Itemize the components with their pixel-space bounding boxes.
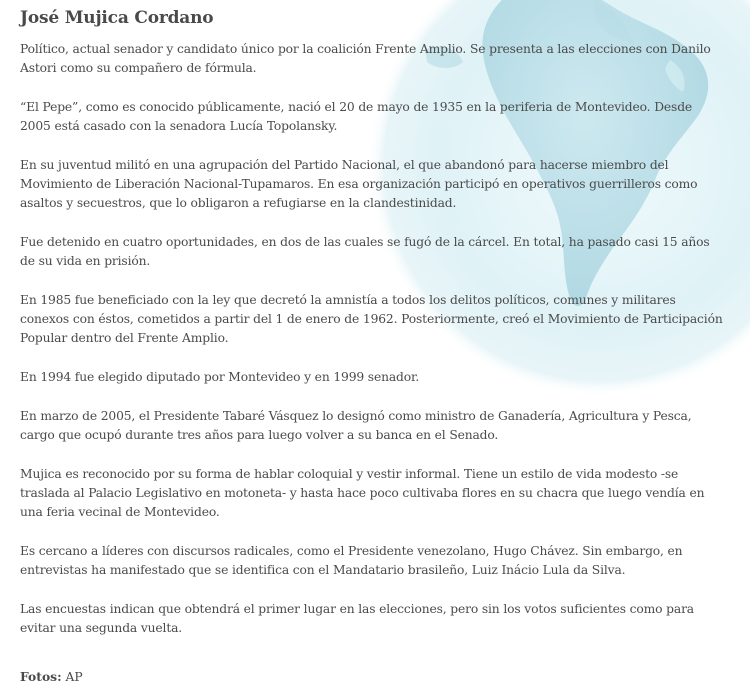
article-title: José Mujica Cordano — [20, 8, 214, 28]
article-paragraph: En 1985 fue beneficiado con la ley que decretó la amnistía a todos los delitos políticos, comunes y militares conexos con éstos, cometidos a partir del 1 de enero de 1962. Posteriormente, creó el Movimiento de Participación Popular dentro del Frente Amplio. — [20, 292, 723, 346]
article-paragraph: Las encuestas indican que obtendrá el primer lugar en las elecciones, pero sin los votos suficientes como para evitar una segunda vuelta. — [20, 601, 694, 635]
article-paragraph: En 1994 fue elegido diputado por Montevideo y en 1999 senador. — [20, 369, 420, 384]
photo-credits-label: Fotos: — [20, 669, 62, 684]
photo-credits — [20, 667, 83, 687]
article-paragraph: “El Pepe”, como es conocido públicamente, nació el 20 de mayo de 1935 en la periferia de Montevideo. Desde 2005 está casado con la senadora Lucía Topolansky. — [20, 99, 693, 134]
article-paragraph: Fue detenido en cuatro oportunidades, en dos de las cuales se fugó de la cárcel. En total, ha pasado casi 15 años de su vida en prisión. — [20, 234, 710, 269]
article-paragraph: Es cercano a líderes con discursos radicales, como el Presidente venezolano, Hugo Chávez. Sin embargo, en entrevistas ha manifestado que se identifica con el Mandatario brasileño, Luiz Inácio Lula da Silva. — [20, 543, 683, 577]
article-paragraph: En su juventud militó en una agrupación del Partido Nacional, el que abandonó para hacerse miembro del Movimiento de Liberación Nacional-Tupamaros. En esa organización participó en operativos guerrilleros como asaltos y secuestros, que lo obligaron a refugiarse en la clandestinidad. — [20, 157, 698, 211]
article-paragraph: En marzo de 2005, el Presidente Tabaré Vásquez lo designó como ministro de Ganadería, Agricultura y Pesca, cargo que ocupó durante tres años para luego volver a su banca en el Senado. — [20, 408, 692, 442]
article-paragraph: Mujica es reconocido por su forma de hablar coloquial y vestir informal. Tiene un estilo de vida modesto -se traslada al Palacio Legislativo en motoneta- y hasta hace poco cultivaba flores en su chacra que luego vendía en una feria vecinal de Montevideo. — [20, 466, 705, 519]
photo-credits-value: AP — [65, 670, 83, 684]
article — [20, 8, 725, 657]
article-paragraph: Político, actual senador y candidato único por la coalición Frente Amplio. Se presenta a las elecciones con Danilo Astori como su compañero de fórmula. — [20, 42, 711, 76]
